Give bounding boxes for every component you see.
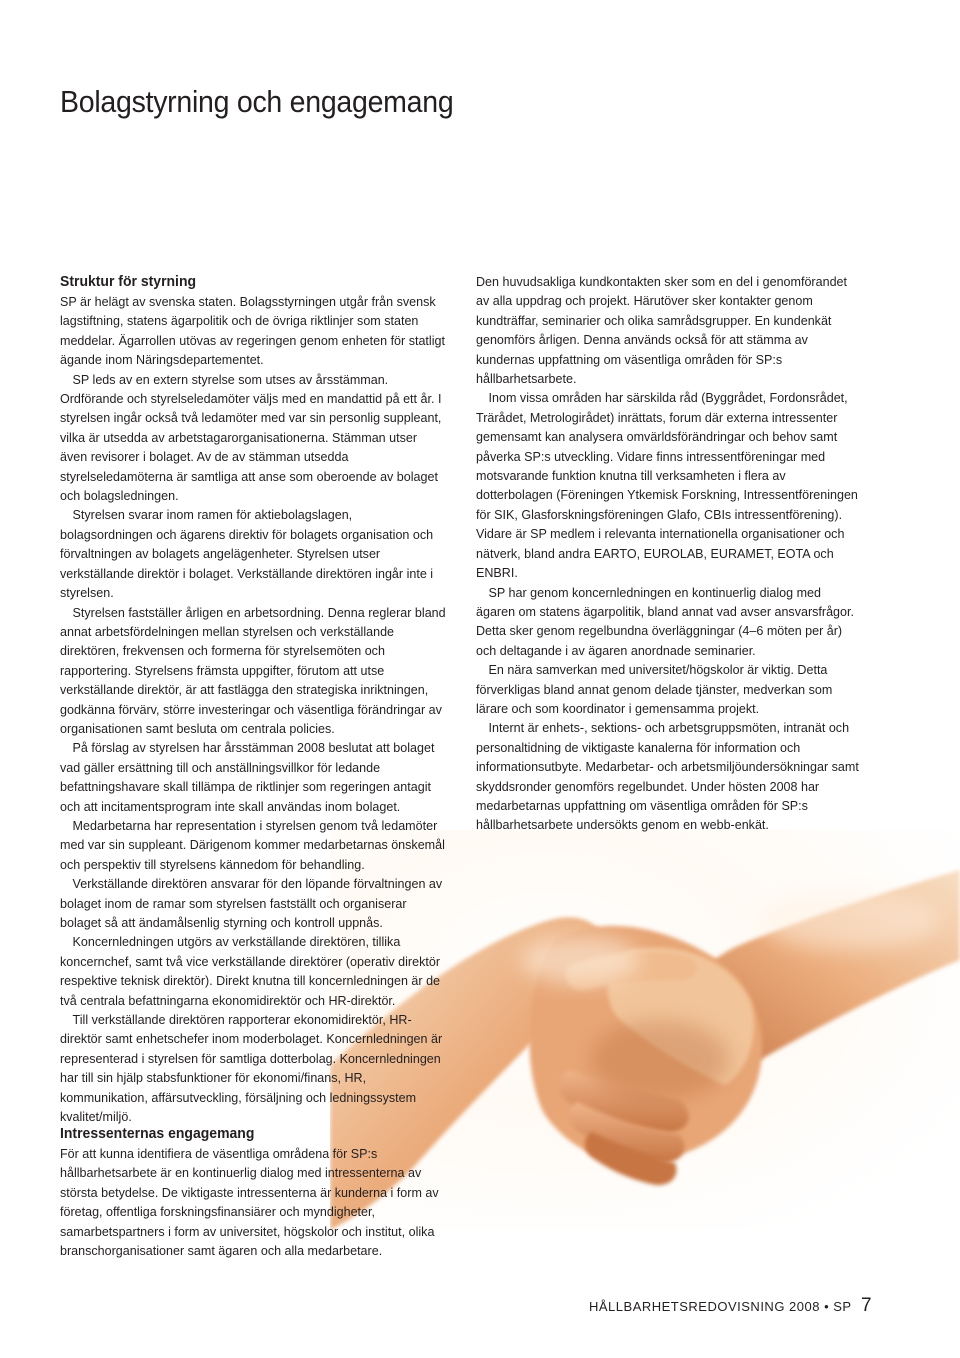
paragraph: Internt är enhets-, sektions- och arbetsgruppsmöten, intranät och personaltidning de viktigaste kanalerna för information och informationsutbyte. Medarbetar- och arbetsmiljöundersökningar samt skyddsronder genomförs regelbundet. Under hösten 2008 har medarbetarnas uppfattning om väsentliga områden för SP:s hållbarhetsarbete undersökts genom en webb-enkät.	[476, 720, 859, 833]
paragraph: På förslag av styrelsen har årsstämman 2008 beslutat att bolaget vad gäller ersättning till och anställningsvillkor för ledande befattningshavare skall tillämpa de riktlinjer som regeringen antagit och att incitamentsprogram inte skall användas inom bolaget.	[60, 740, 435, 814]
page-title: Bolagstyrning och engagemang	[60, 84, 454, 119]
paragraph: Koncernledningen utgörs av verkställande direktören, tillika koncernchef, samt två vice verkställande direktörer (operativ direktör respektive teknisk direktör). Direkt knutna till koncernledningen är de två centrala befattningarna ekonomidirektör och HR-direktör.	[60, 934, 441, 1008]
bottom-section	[60, 1124, 446, 1260]
paragraph: SP har genom koncernledningen en kontinuerlig dialog med ägaren om statens ägarpolitik, bland annat vad avser ansvarsfrågor. Detta sker genom regelbundna överläggningar (4–6 möten per år) och deltagande i av ägaren anordnade seminarier.	[476, 584, 854, 658]
paragraph: En nära samverkan med universitet/högskolor är viktig. Detta förverkligas bland annat genom delade tjänster, medverkan som lärare och som koordinator i gemensamma projekt.	[476, 662, 833, 716]
paragraph: För att kunna identifiera de väsentliga områdena för SP:s hållbarhetsarbete är en kontinuerlig dialog med intressenterna av största betydelse. De viktigaste intressenterna är kunderna i form av företag, offentliga forskningsfinansiärer och myndigheter, samarbetspartners i form av universitet, högskolor och institut, olika branschorganisationer samt ägaren och alla medarbetare.	[60, 1146, 439, 1259]
paragraph: Styrelsen fastställer årligen en arbetsordning. Denna reglerar bland annat arbetsfördelningen mellan styrelsen och verkställande direktören, frekvensen och formerna för styrelsemöten och rapportering. Styrelsens främsta uppgifter, förutom att utse verkställande direktör, är att fastlägga den strategiska inriktningen, godkänna förvärv, större investeringar och väsentliga förändringar av organisationen samt besluta om centrala policies.	[60, 604, 446, 736]
paragraph: Inom vissa områden har särskilda råd (Byggrådet, Fordonsrådet, Trärådet, Metrologirådet) inrättats, forum där externa intressenter gemensamt kan analysera omvärldsförändringar och behov samt påverka SP:s utveckling. Vidare finns intressentföreningar med motsvarande funktion knutna till verksamheten i flera av dotterbolagen (Föreningen Ytkemisk Forskning, Intressentföreningen för SIK, Glasforskningsföreningen Glafo, CBIs intressentförening). Vidare är SP medlem i relevanta internationella organisationer och nätverk, bland andra EARTO, EUROLAB, EURAMET, EOTA och ENBRI.	[476, 390, 858, 581]
paragraph: SP är helägt av svenska staten. Bolagsstyrningen utgår från svensk lagstiftning, statens ägarpolitik och de övriga riktlinjer som staten meddelar. Ägarrollen utövas av regeringen genom enheten för statligt ägande inom Näringsdepartementet.	[60, 294, 445, 368]
paragraph: Den huvudsakliga kundkontakten sker som en del i genomförandet av alla uppdrag och projekt. Härutöver sker kontakter genom kundträffar, seminarier och olika samrådsgrupper. En kundenkät genomförs årligen. Denna används också för att stämma av kundernas uppfattning om väsentliga områden för SP:s hållbarhetsarbete.	[476, 274, 848, 387]
right-column	[476, 272, 862, 835]
paragraph: Till verkställande direktören rapporterar ekonomidirektör, HR-direktör samt enhetschefer inom moderbolaget. Koncernledningen är representerad i styrelsen för samtliga dotterbolag. Koncernledningen har till sin hjälp stabsfunktioner för ekonomi/finans, HR, kommunikation, affärsutveckling, försäljning och ledningssystem kvalitet/miljö.	[60, 1012, 443, 1125]
page-number: 7	[861, 1295, 872, 1316]
section-heading-intressenter: Intressenternas engagemang	[60, 1126, 255, 1142]
footer-report-title: HÅLLBARHETSREDOVISNING 2008 • SP	[589, 1299, 852, 1314]
left-column	[60, 272, 446, 1126]
page-footer	[589, 1295, 872, 1316]
paragraph: Verkställande direktören ansvarar för den löpande förvaltningen av bolaget inom de ramar som styrelsen fastställt och organiserar bolaget så att ändamålsenlig styrning och kontroll uppnås.	[60, 876, 443, 930]
paragraph: SP leds av en extern styrelse som utses av årsstämman. Ordförande och styrelseledamöter väljs med en mandattid på ett år. I styrelsen ingår också två ledamöter med var sin personlig suppleant, vilka är utsedda av arbetstagarorganisationerna. Stämman utser även revisorer i bolaget. Av de av stämman utsedda styrelseledamöterna är samtliga att anse som oberoende av bolaget och bolagsledningen.	[60, 371, 442, 504]
paragraph: Styrelsen svarar inom ramen för aktiebolagslagen, bolagsordningen och ägarens direktiv för bolagets organisation och förvaltningen av bolagets angelägenheter. Styrelsen utser verkställande direktör i bolaget. Verkställande direktören ingår inte i styrelsen.	[60, 507, 434, 601]
paragraph: Medarbetarna har representation i styrelsen genom två ledamöter med var sin suppleant. Därigenom kommer medarbetarnas önskemål och perspektiv till styrelsens kännedom för behandling.	[60, 817, 445, 872]
section-heading-struktur: Struktur för styrning	[60, 274, 197, 290]
